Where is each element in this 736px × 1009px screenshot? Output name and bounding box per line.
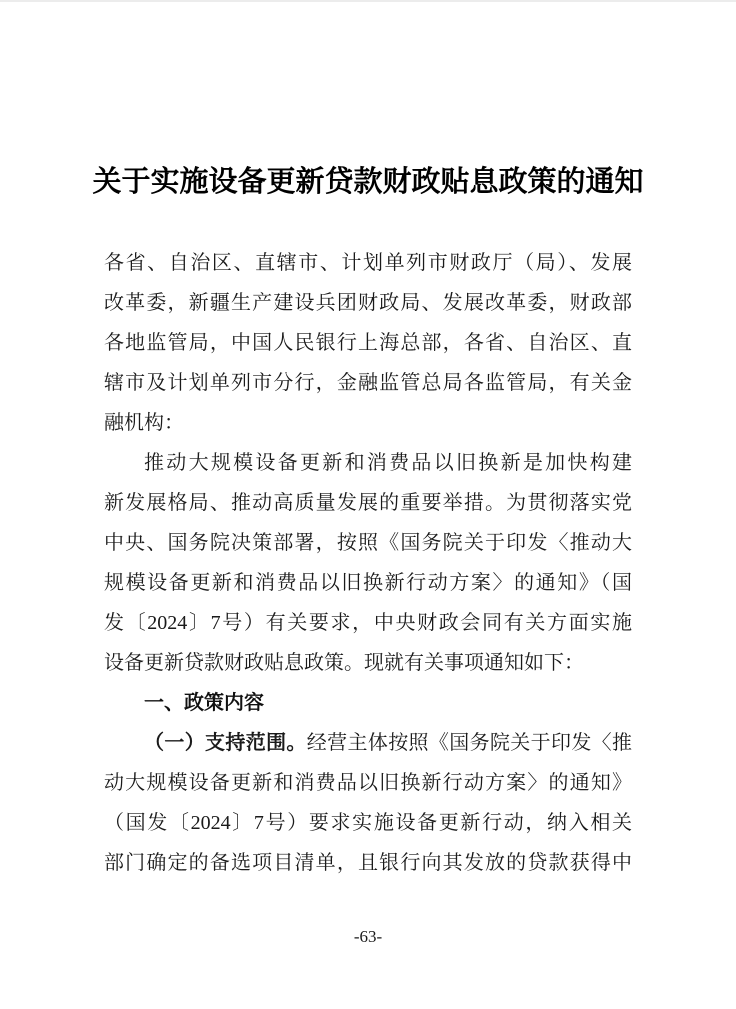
clause-support-scope-line-2: 动大规模设备更新和消费品以旧换新行动方案〉的通知》 bbox=[104, 772, 632, 794]
intro-line-1: 推动大规模设备更新和消费品以旧换新是加快构建 bbox=[144, 452, 632, 474]
recipients-line-1: 各省、自治区、直辖市、计划单列市财政厅（局）、发展 bbox=[104, 252, 632, 274]
section-1-heading-line-1: 一、政策内容 bbox=[144, 692, 264, 714]
intro-line-3: 中央、国务院决策部署，按照《国务院关于印发〈推动大 bbox=[104, 532, 632, 554]
clause-support-scope-line-1: （一）支持范围。经营主体按照《国务院关于印发〈推 bbox=[144, 732, 633, 754]
recipients-line-3: 各地监管局，中国人民银行上海总部，各省、自治区、直 bbox=[104, 332, 632, 354]
clause-support-scope-line-3: （国发〔2024〕7号）要求实施设备更新行动，纳入相关 bbox=[104, 812, 632, 834]
document-title: 关于实施设备更新贷款财政贴息政策的通知 bbox=[92, 166, 644, 198]
clause-support-scope-line-4: 部门确定的备选项目清单，且银行向其发放的贷款获得中 bbox=[104, 852, 632, 874]
intro-line-2: 新发展格局、推动高质量发展的重要举措。为贯彻落实党 bbox=[104, 492, 632, 514]
intro-line-6: 设备更新贷款财政贴息政策。现就有关事项通知如下： bbox=[104, 652, 584, 674]
intro-line-4: 规模设备更新和消费品以旧换新行动方案〉的通知》（国 bbox=[104, 572, 632, 594]
recipients-line-2: 改革委，新疆生产建设兵团财政局、发展改革委，财政部 bbox=[104, 292, 632, 314]
document-body bbox=[104, 243, 632, 883]
recipients-line-5: 融机构： bbox=[104, 412, 184, 434]
clause-support-scope-lead-bold: （一）支持范围。 bbox=[144, 732, 307, 754]
intro-line-5: 发〔2024〕7号）有关要求，中央财政会同有关方面实施 bbox=[104, 612, 632, 634]
page-number: -63- bbox=[353, 927, 383, 946]
recipients-line-4: 辖市及计划单列市分行，金融监管总局各监管局，有关金 bbox=[104, 372, 632, 394]
scan-edge-line bbox=[0, 0, 736, 2]
